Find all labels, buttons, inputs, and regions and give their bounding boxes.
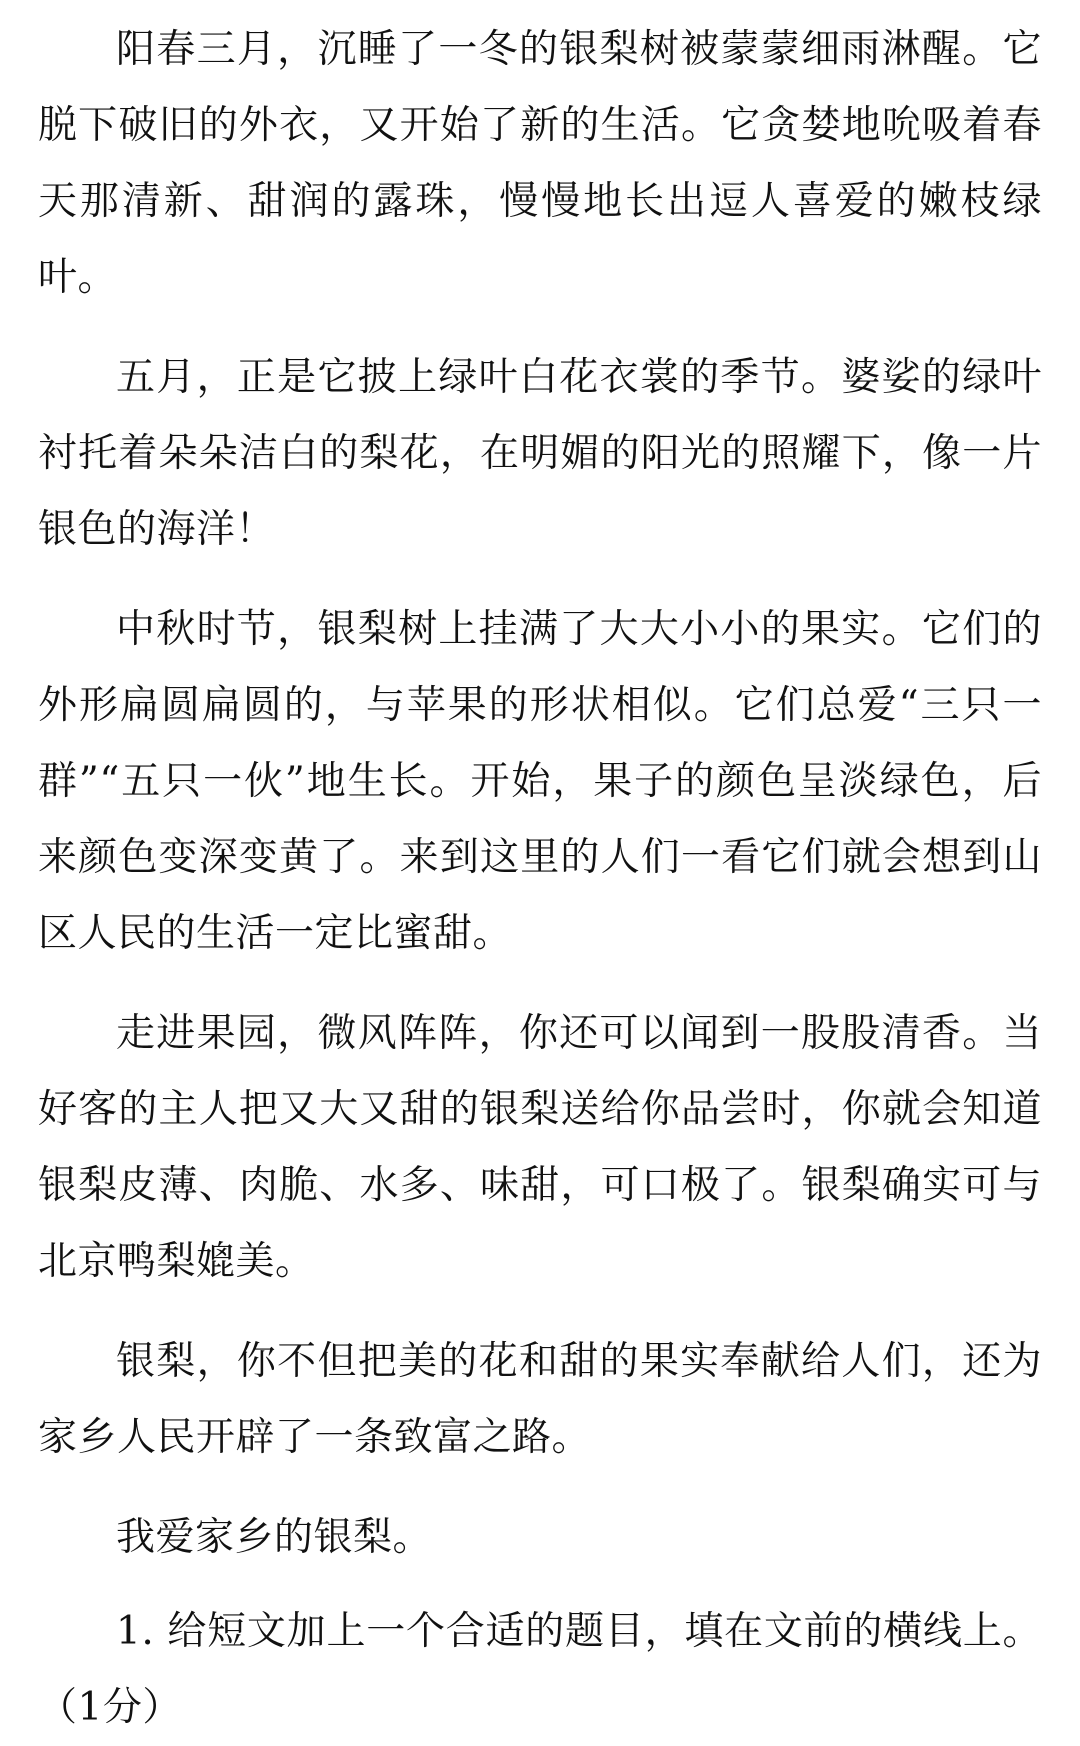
paragraph-orchard: 走进果园，微风阵阵，你还可以闻到一股股清香。当好客的主人把又大又甜的银梨送给你品尝时，你就会知道银梨皮薄、肉脆、水多、味甜，可口极了。银梨确实可与北京鸭梨媲美。 [38,1011,1042,1284]
paragraph-spring: 阳春三月，沉睡了一冬的银梨树被蒙蒙细雨淋醒。它脱下破旧的外衣，又开始了新的生活。它贪婪地吮吸着春天那清新、甜润的露珠，慢慢地长出逗人喜爱的嫩枝绿叶。 [38,27,1042,300]
paragraph-contribution: 银梨，你不但把美的花和甜的果实奉献给人们，还为家乡人民开辟了一条致富之路。 [38,1339,1042,1460]
question-1: 1. 给短文加上一个合适的题目，填在文前的横线上。（1分） [38,1609,1042,1730]
paragraph-mid-autumn: 中秋时节，银梨树上挂满了大大小小的果实。它们的外形扁圆扁圆的，与苹果的形状相似。它们总爱“三只一群”“五只一伙”地生长。开始，果子的颜色呈淡绿色，后来颜色变深变黄了。来到这里的人们一看它们就会想到山区人民的生活一定比蜜甜。 [38,607,1042,956]
paragraph-conclusion: 我爱家乡的银梨。 [116,1515,433,1560]
paragraph-may: 五月，正是它披上绿叶白花衣裳的季节。婆娑的绿叶衬托着朵朵洁白的梨花，在明媚的阳光的照耀下，像一片银色的海洋！ [38,355,1042,552]
